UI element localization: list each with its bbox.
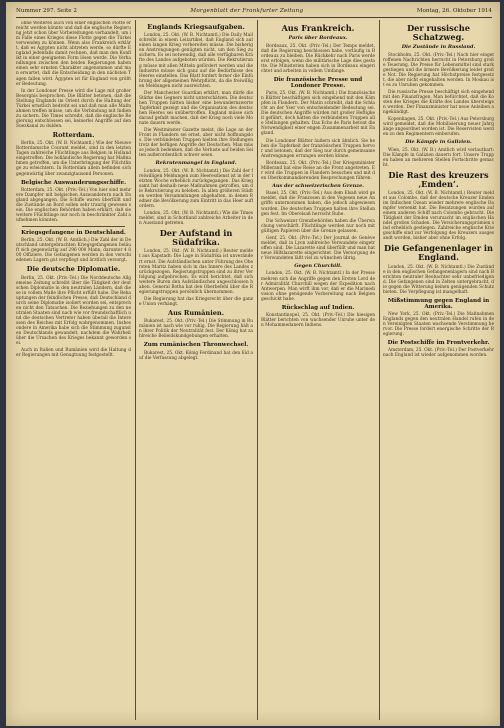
article-heading: Die Zustände in Russland. [401,44,476,51]
article-heading: Die deutsche Diplomatie. [26,265,121,274]
article-paragraph: Bukarest, 25. Okt. (Priv.-Tel.) Die Stimmung in Rumänien ist nach wie vor ruhig. Die Regierung hält an ihrer Politik der Neutralität fest. Der König hat zahlreiche Beileidskundgebungen erhalten. [139,319,253,340]
article-heading: Gegen Churchill. [294,262,342,269]
article-paragraph: Die Londoner Blätter äußern sich ähnlich. Sie heben die Tapferkeit der französischen Truppen hervor und betonen, daß der Sieg nur durch gemeinsame Anstrengungen errungen werden könne. [261,138,375,159]
article-heading: Die Rast des kreuzers ‚Emden‘. [388,169,489,189]
article-heading: Belgische Auswanderungsschiffe. [20,179,127,186]
column-rule [257,20,258,720]
article-paragraph: Rotterdam, 25. Okt. (Priv.-Tel.) Von hier sind mehrere Dampfer mit belgischen Auswanderern nach England abgegangen. Die Schiffe waren überfüllt und die Zustände an Bord sollen sehr traurig gewesen sein. Die englischen Behörden haben erklärt, daß sie weitere Flüchtlinge nur noch in beschränkter Zahl aufnehmen könnten. [16,187,131,223]
article-heading: Der russische Schatzweg. [407,23,470,43]
article-heading: Zum rumänischen Thronwechsel. [143,342,249,349]
article-paragraph: London, 25. Okt. (W. B. Nichtamtl.) Die Daily Mail schreibt in einem Leitartikel, daß England sich auf einen langen Krieg vorbereiten müsse. Die bisherigen Anstrengungen genügten nicht, um den Sieg zu sichern. Es sei notwendig, daß alle verfügbaren Kräfte des Landes aufgeboten würden. Die Rekrutierung müsse mit allen Mitteln gefördert werden und die Industrie müsse sich ganz auf die Bedürfnisse des Heeres einstellen. Das Blatt fordert ferner die Einführung der allgemeinen Wehrpflicht, da die freiwilligen Meldungen nicht ausreichten. [139,33,253,89]
article-heading: Mißstimmung gegen England in Amerika. [387,297,490,310]
article-heading: Englands Kriegsaufgaben. [147,23,245,31]
article-heading: Aus der schweizerischen Grenze. [271,182,365,189]
column-4 [383,21,494,720]
article-heading: Rekrutenmangel in England. [155,160,237,167]
article-heading: Aus Rumänien. [167,308,225,317]
article-heading: Aus Frankreich. [281,23,355,33]
article-heading: Kriegsgefangene in Deutschland. [21,230,126,237]
article-paragraph: Die Regierung hat das Kriegsrecht über die ganze Union verhängt. [139,296,253,307]
article-paragraph: London, 25. Okt. (W. B. Nichtamtl.) Reuter meldet aus Kapstadt: Die Lage in Südafrika ist unverändert ernst. Die Aufständischen unter Führung des Obersten Maritz haben sich in das Innere des Landes zurückgezogen. Regierungstruppen sind zu ihrer Verfolgung aufgebrochen. Es wird berichtet, daß sich weitere Buren den Aufständischen angeschlossen haben. General Botha hat den Oberbefehl über die Regierungstruppen persönlich übernommen. [139,249,253,295]
article-paragraph: Wien, 25. Okt. (W. B.) Amtlich wird verlautbart: Die Kämpfe in Galizien dauern fort. Unsere Truppen haben an mehreren Stellen Fortschritte gemacht. [383,147,494,168]
article-paragraph: Berlin, 25. Okt. (Priv.-Tel.) Die Norddeutsche Allgemeine Zeitung schreibt über die Tätigkeit der deutschen Diplomatie in den neutralen Ländern, daß diese in vollem Maße ihre Pflicht erfüllt habe. Die Behauptungen der feindlichen Presse, daß Deutschland durch seine Diplomatie isoliert worden sei, entsprechen nicht den Tatsachen. Die Beziehungen zu den neutralen Staaten sind nach wie vor freundschaftlich und die deutschen Vertreter haben überall die Interessen des Reiches mit Erfolg wahrgenommen. Insbesondere in Amerika habe sich die Stimmung zugunsten Deutschlands gewandelt, nachdem die Wahrheit über die Ursachen des Krieges bekannt geworden sei. [16,275,131,347]
article-heading: Die Gefangenenlager in England. [384,243,493,263]
article-paragraph: Stockholm, 25. Okt. (Priv.-Tel.) Nach hier eingetroffenen Nachrichten herrscht in Petersburg große Teuerung. Die Preise für Lebensmittel sind stark gestiegen und die ärmere Bevölkerung leidet große Not. Die Regierung hat Höchstpreise festgesetzt, die aber nicht eingehalten werden. In Moskau ist es zu Unruhen gekommen. [383,52,494,88]
article-paragraph: Paris, 25. Okt. (W. B. Nichtamtl.) Die französischen Blätter beschäftigen sich eingehend mit den Kämpfen in Flandern. Der Matin schreibt, daß die Schlacht an der Yser von entscheidender Bedeutung sei. Die deutschen Angriffe würden mit großer Heftigkeit geführt, doch hätten die verbündeten Truppen alle Stellungen gehalten. Das Echo de Paris betont die Notwendigkeit einer engen Zusammenarbeit mit England. [261,91,375,137]
masthead-title: Morgenblatt der Frankfurter Zeitung [190,8,304,14]
article-paragraph: Berlin, 25. Okt. (W. B. Amtlich.) Die Zahl der in Deutschland untergebrachten Kriegsgefangenen beläuft sich gegenwärtig auf 296 000 Mann, darunter 4 800 Offiziere. Die Gefangenen werden in den verschiedenen Lagern gut verpflegt und ärztlich versorgt. [16,238,131,264]
issue-date: Montag, 26. Oktober 1914 [416,8,492,14]
article-paragraph: Die Schweizer Grenzbehörden haben die Überwachung verschärft. Flüchtlinge werden nur noch mit gültigen Papieren über die Grenze gelassen. [261,218,375,234]
page-header [16,5,492,18]
article-heading: Paris über Bordeaux. [288,35,348,42]
article-paragraph: Bordeaux, 25. Okt. (Priv.-Tel.) Der Kriegsminister Millerand hat eine Reise an die Front angetreten. Er wird die Truppen in Flandern besuchen und mit den Oberkommandierenden Besprechungen führen. [261,160,375,181]
column-2 [139,21,253,720]
column-rule [379,20,380,720]
article-heading: Rückschlag auf Indien. [281,304,355,311]
article-heading: Der Aufstand in Südafrika. [159,228,233,248]
article-paragraph: London, 25. Okt. (W. B. Nichtamtl.) Die Zustände in den englischen Gefangenenlagern sind nach Berichten neutraler Beobachter sehr unbefriedigend. Die Gefangenen sind in Zelten untergebracht, die gegen die Witterung keinen genügenden Schutz bieten. Die Verpflegung ist mangelhaft. [383,264,494,295]
article-paragraph: In der Londoner Presse wird die Lage mit großer Besorgnis besprochen. Die Blätter betonen, daß die Stellung Englands im Orient durch die Haltung der Türkei ernstlich bedroht sei und daß man alle Maßnahmen treffen müsse, um die Verbindung mit Indien zu sichern. Die Times schreibt, daß die englische Regierung entschlossen sei, keinerlei Angriffe auf den Suezkanal zu dulden. [16,88,131,129]
article-heading: Rotterdam. [52,130,95,139]
article-paragraph: Berlin, 25. Okt. (W. B. Nichtamtl.) Wie der Nieuwe Rotterdamsche Courant meldet, sind in den letzten Tagen zahlreiche Flüchtlinge aus Belgien in Holland eingetroffen. Die holländische Regierung hat Maßnahmen getroffen, um die Unterbringung der Flüchtlinge zu erleichtern. In Rotterdam allein befinden sich gegenwärtig über zwanzigtausend Personen. [16,141,131,177]
article-heading: Die französische Presse und Londoner Presse. [273,76,363,89]
article-paragraph: London, 25. Okt. (W. B. Nichtamtl.) Wie die Times meldet, sind in Schottland zahlreiche Arbeiter in den Ausstand getreten. [139,211,253,227]
column-1 [16,21,131,720]
article-paragraph: London, 25. Okt. (W. B. Nichtamtl.) Die Zahl der freiwilligen Meldungen zum Heeresdienst ist in der letzten Woche erheblich zurückgegangen. Das Kriegsamt hat deshalb neue Maßnahmen getroffen, um die Rekrutierung zu beleben. In allen größeren Städten werden Versammlungen abgehalten, in denen Redner die Bevölkerung zum Eintritt in das Heer auffordern. [139,168,253,210]
article-paragraph: Basel, 25. Okt. (Priv.-Tel.) Aus dem Elsaß wird gemeldet, daß die Franzosen in den Vogesen neue Angriffe unternommen haben, die jedoch abgewiesen wurden. Die deutschen Truppen halten ihre Stellungen fest. Im Oberelsaß herrscht Ruhe. [261,191,375,217]
article-paragraph: Genf, 25. Okt. (Priv.-Tel.) Der Journal de Genève meldet, daß in Lyon zahlreiche Verwundete eingetroffen sind. Die Lazarette sind überfüllt und man hat neue Hilfslazarette eingerichtet. Die Versorgung der Verwundeten läßt viel zu wünschen übrig. [261,235,375,261]
article-paragraph: Die russische Presse beschäftigt sich eingehend mit den Finanzfragen. Man befürchtet, daß die Kosten des Krieges die Kräfte des Landes übersteigen werden. Der Finanzminister hat neue Anleihen angekündigt. [383,89,494,116]
article-paragraph: Kopenhagen, 25. Okt. (Priv.-Tel.) Aus Petersburg wird gemeldet, daß die Mobilisierung neuer Jahrgänge angeordnet worden ist. Die Reservisten werden zu den Regimentern einberufen. [383,117,494,138]
article-paragraph: London, 25. Okt. (W. B. Nichtamtl.) In der Presse mehren sich die Angriffe gegen den Ersten Lord der Admiralität Churchill wegen der Expedition nach Antwerpen. Man wirft ihm vor, daß er die Marinedivision ohne genügende Vorbereitung nach Belgien geschickt habe. [261,271,375,302]
article-divider [22,226,125,227]
article-heading: Die Postschiffe im Frontverkehr. [387,340,490,347]
article-heading: Die Kämpfe in Galizien. [405,139,472,146]
article-paragraph: Konstantinopel, 25. Okt. (Priv.-Tel.) Die hiesigen Blätter berichten von wachsender Unruhe unter den Mohammedanern Indiens. [261,312,375,328]
article-paragraph: Amsterdam, 25. Okt. (Priv.-Tel.) Der Postverkehr nach England ist wieder aufgenommen worden. [383,348,494,359]
article-paragraph: Der Manchester Guardian erklärt, man dürfe die Stärke des Gegners nicht unterschätzen. Die deutschen Truppen hätten bisher eine bewundernswerte Tapferkeit gezeigt und die Organisation des deutschen Heeres sei unübertroffen. England müsse sich darauf gefaßt machen, daß der Krieg noch viele Monate dauern werde. [139,90,253,127]
article-paragraph: Bukarest, 25. Okt. König Ferdinand hat den Eid auf die Verfassung abgelegt. [139,350,253,361]
column-3 [261,21,375,720]
article-paragraph: London, 25. Okt. (W. B. Nichtamtl.) Reuter meldet aus Colombo, daß der deutsche Kreuzer Emden im Indischen Ozean wieder mehrere englische Dampfer versenkt hat. Die Besatzungen wurden auf einem anderen Schiff nach Colombo gebracht. Die Tätigkeit der Emden verursacht im englischen Handel großen Schaden. Die Versicherungsprämien sind erheblich gestiegen. Zahlreiche englische Kriegsschiffe sind zur Verfolgung des Kreuzers ausgesandt worden, bisher aber ohne Erfolg. [383,191,494,242]
article-paragraph: Bordeaux, 25. Okt. (Priv.-Tel.) Der Temps meldet, daß die Regierung beschlossen habe, vorläufig in Bordeaux zu bleiben. Die Rückkehr nach Paris werde erst erfolgen, wenn die militärische Lage dies gestatte. Die Ministerien haben sich in Bordeaux eingerichtet und arbeiten in vollem Umfange. [261,43,375,74]
column-rule [135,20,136,720]
article-paragraph: ohne Weiteres auch von einer englischen Flotte erreicht werden könnte und daß die englische Regierung jetzt schon über Vorbereitungen verhandelt, um im Falle eines Krieges diese Flotte gegen die Türkei verwenden zu können. Wenn also Frankreich erklärt, daß es Ägypten nicht abtreten werde, so dürfte England jedenfalls damit rechnen, daß man den Konflikt in einer geeigneten Form lösen werde. Die Verhandlungen zwischen den beiden Regierungen haben einen sehr ernsten Charakter angenommen und man erwartet, daß die Entscheidung in den nächsten Tagen fallen wird. Ägypten ist für England von größter Bedeutung. [16,21,131,87]
newspaper-page [6,2,500,726]
issue-number: Nummer 297. Seite 2 [16,8,77,14]
article-paragraph: New York, 25. Okt. (Priv.-Tel.) Die Maßnahmen Englands gegen den neutralen Handel rufen in den Vereinigten Staaten wachsende Verstimmung hervor. Die Presse fordert energische Schritte der Regierung. [383,312,494,338]
article-paragraph: Auch in Italien und Rumänien wird die Haltung der Regierungen mit Genugtuung festgestellt. [16,348,131,359]
article-paragraph: Die Westminster Gazette meint, die Lage an der Front in Flandern sei ernst, aber nicht hoffnungslos. Die verbündeten Truppen hielten ihre Stellungen trotz der heftigen Angriffe der Deutschen. Man müsse jedoch bedenken, daß die Verluste auf beiden Seiten außerordentlich schwer seien. [139,128,253,159]
